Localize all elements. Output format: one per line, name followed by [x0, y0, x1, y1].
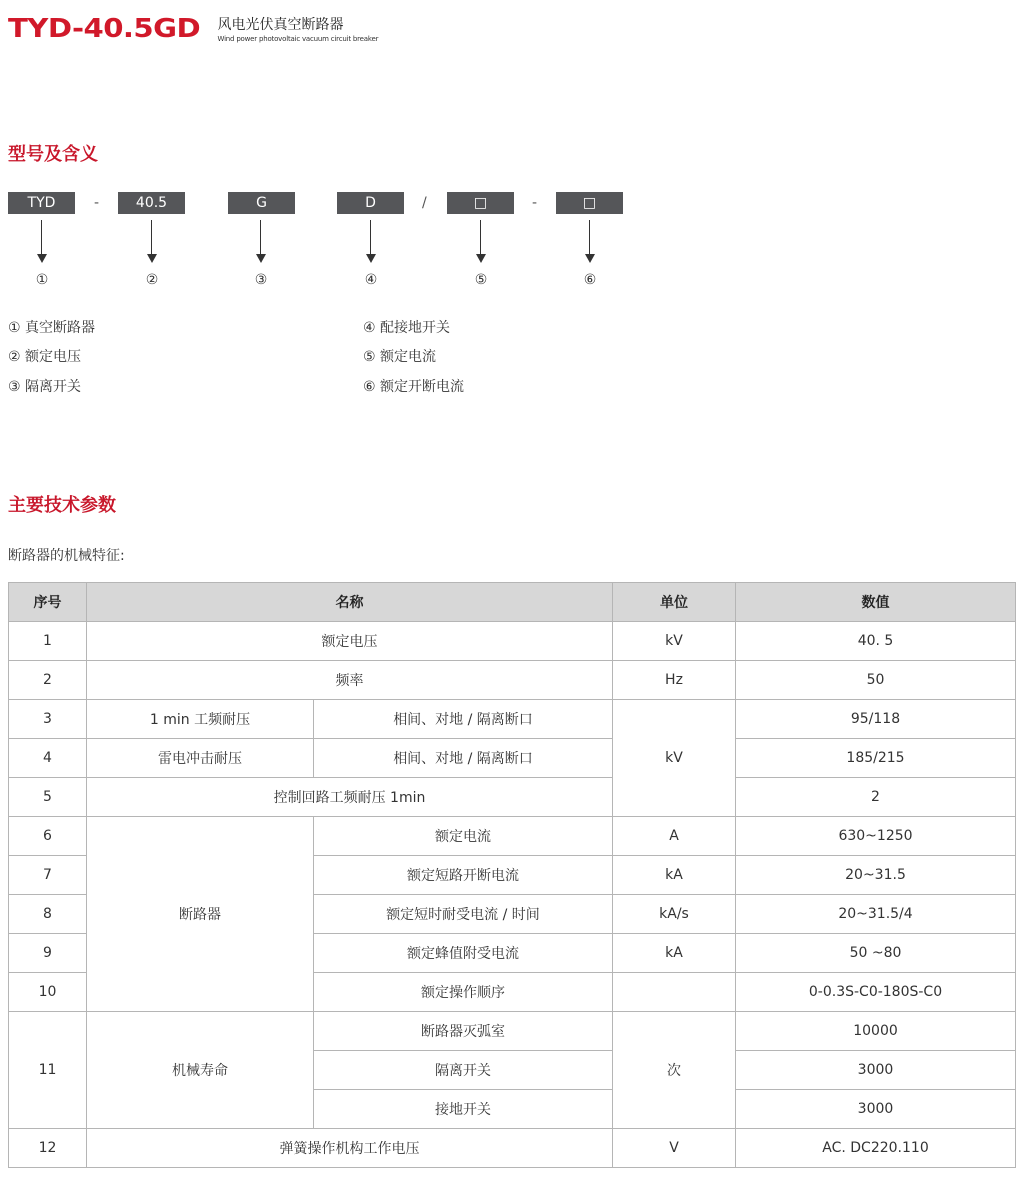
- cell-no: 3: [9, 700, 87, 739]
- cell-unit: Hz: [613, 661, 736, 700]
- cell-value: 0-0.3S-C0-180S-C0: [736, 973, 1016, 1012]
- separator-2: /: [422, 195, 427, 211]
- cell-name: 弹簧操作机构工作电压: [87, 1129, 613, 1168]
- code-box-6: □: [556, 192, 623, 214]
- marker-1: ①: [35, 272, 49, 288]
- cell-name: 相间、对地 / 隔离断口: [314, 700, 613, 739]
- cell-value: 20~31.5/4: [736, 895, 1016, 934]
- marker-6: ⑥: [583, 272, 597, 288]
- intro-text: 断路器的机械特征:: [8, 548, 125, 564]
- cell-no: 12: [9, 1129, 87, 1168]
- cell-value: 95/118: [736, 700, 1016, 739]
- cell-group: 机械寿命: [87, 1012, 314, 1129]
- cell-name: 频率: [87, 661, 613, 700]
- title-en: Wind power photovoltaic vacuum circuit breaker: [217, 35, 379, 43]
- down-arrow-icon: [147, 220, 157, 264]
- cell-no: 8: [9, 895, 87, 934]
- cell-name: 额定操作顺序: [314, 973, 613, 1012]
- table-row: [9, 700, 1016, 739]
- separator-3: -: [532, 195, 538, 211]
- cell-name: 隔离开关: [314, 1051, 613, 1090]
- cell-no: 9: [9, 934, 87, 973]
- marker-3: ③: [254, 272, 268, 288]
- cell-name: 额定电流: [314, 817, 613, 856]
- table-row: [9, 1129, 1016, 1168]
- cell-value: 20~31.5: [736, 856, 1016, 895]
- cell-no: 6: [9, 817, 87, 856]
- cell-no: 1: [9, 622, 87, 661]
- header-name: 名称: [87, 583, 613, 622]
- down-arrow-icon: [37, 220, 47, 264]
- marker-2: ②: [145, 272, 159, 288]
- legend-item: ① 真空断路器: [8, 320, 96, 336]
- table-row: [9, 739, 1016, 778]
- cell-unit: V: [613, 1129, 736, 1168]
- cell-no: 7: [9, 856, 87, 895]
- cell-no: 11: [9, 1012, 87, 1129]
- cell-unit: kA/s: [613, 895, 736, 934]
- cell-unit: kV: [613, 622, 736, 661]
- model-logo: TYD-40.5GD: [8, 14, 201, 44]
- table-row: [9, 778, 1016, 817]
- cell-unit: kV: [613, 700, 736, 817]
- cell-value: 185/215: [736, 739, 1016, 778]
- table-header-row: [9, 583, 1016, 622]
- cell-value: 630~1250: [736, 817, 1016, 856]
- cell-unit: [613, 973, 736, 1012]
- cell-unit: kA: [613, 934, 736, 973]
- legend-item: ④ 配接地开关: [363, 320, 451, 336]
- params-section-title: 主要技术参数: [8, 495, 116, 516]
- legend-item: ⑤ 额定电流: [363, 349, 437, 365]
- code-box-5: □: [447, 192, 514, 214]
- cell-name: 接地开关: [314, 1090, 613, 1129]
- table-row: [9, 661, 1016, 700]
- down-arrow-icon: [366, 220, 376, 264]
- cell-value: AC. DC220.110: [736, 1129, 1016, 1168]
- cell-group: 断路器: [87, 817, 314, 1012]
- cell-name: 控制回路工频耐压 1min: [87, 778, 613, 817]
- cell-name: 相间、对地 / 隔离断口: [314, 739, 613, 778]
- cell-unit: A: [613, 817, 736, 856]
- table-row: [9, 622, 1016, 661]
- cell-no: 5: [9, 778, 87, 817]
- code-box-2: 40.5: [118, 192, 185, 214]
- cell-value: 2: [736, 778, 1016, 817]
- header-value: 数值: [736, 583, 1016, 622]
- cell-name: 额定蜂值附受电流: [314, 934, 613, 973]
- cell-group: 雷电冲击耐压: [87, 739, 314, 778]
- cell-no: 10: [9, 973, 87, 1012]
- cell-name: 额定短时耐受电流 / 时间: [314, 895, 613, 934]
- cell-value: 10000: [736, 1012, 1016, 1051]
- cell-name: 断路器灭弧室: [314, 1012, 613, 1051]
- cell-no: 2: [9, 661, 87, 700]
- cell-value: 3000: [736, 1090, 1016, 1129]
- separator-1: -: [94, 195, 100, 211]
- brand-header: [8, 14, 378, 44]
- marker-5: ⑤: [474, 272, 488, 288]
- down-arrow-icon: [476, 220, 486, 264]
- model-section-title: 型号及含义: [8, 144, 98, 165]
- down-arrow-icon: [256, 220, 266, 264]
- brand-subtitle: [218, 16, 379, 44]
- cell-value: 50: [736, 661, 1016, 700]
- spec-table: [8, 582, 1016, 1168]
- code-box-1: TYD: [8, 192, 75, 214]
- legend-item: ⑥ 额定开断电流: [363, 379, 465, 395]
- cell-value: 50 ~80: [736, 934, 1016, 973]
- cell-unit: kA: [613, 856, 736, 895]
- header-no: 序号: [9, 583, 87, 622]
- title-cn: 风电光伏真空断路器: [217, 17, 344, 33]
- code-box-4: D: [337, 192, 404, 214]
- header-unit: 单位: [613, 583, 736, 622]
- legend-item: ③ 隔离开关: [8, 379, 82, 395]
- legend-item: ② 额定电压: [8, 349, 82, 365]
- table-row: [9, 817, 1016, 856]
- cell-name: 额定电压: [87, 622, 613, 661]
- cell-no: 4: [9, 739, 87, 778]
- cell-value: 3000: [736, 1051, 1016, 1090]
- down-arrow-icon: [585, 220, 595, 264]
- cell-name: 额定短路开断电流: [314, 856, 613, 895]
- cell-unit: 次: [613, 1012, 736, 1129]
- code-box-3: G: [228, 192, 295, 214]
- cell-value: 40. 5: [736, 622, 1016, 661]
- marker-4: ④: [364, 272, 378, 288]
- table-row: [9, 1012, 1016, 1051]
- cell-group: 1 min 工频耐压: [87, 700, 314, 739]
